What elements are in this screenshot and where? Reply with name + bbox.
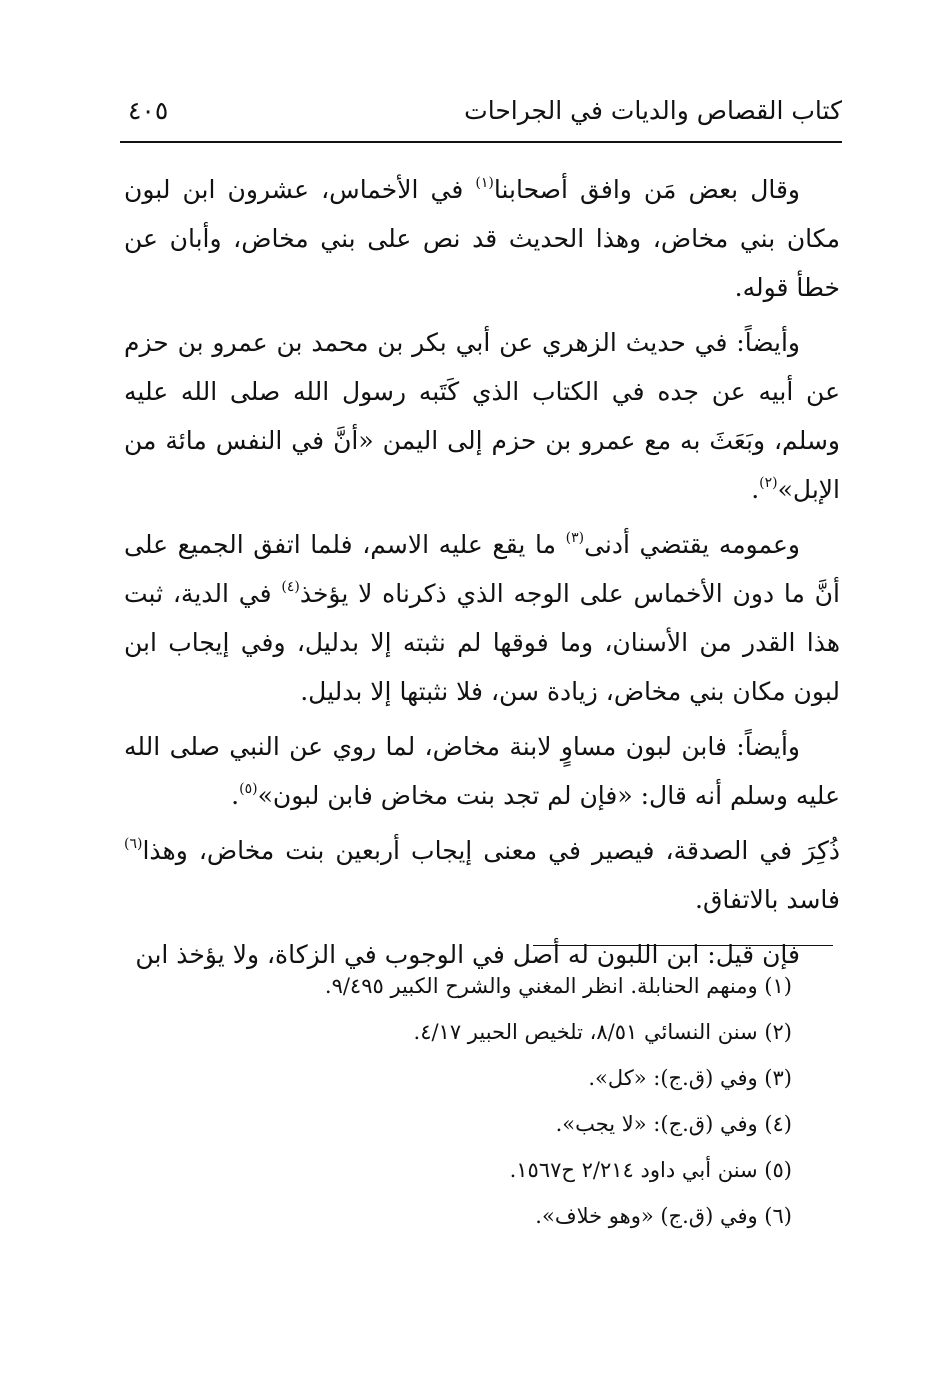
- paragraph: [124, 826, 840, 924]
- paragraph-text: في الأخماس، عشرون ابن لبون مكان بني مخاض، وهذا الحديث قد نص على بني مخاض، وأبان عن خطأ قوله.: [124, 175, 841, 302]
- footnote: (١) ومنهم الحنابلة. انظر المغني والشرح الكبير ٩/٤٩٥.: [324, 974, 792, 998]
- paragraph: [124, 520, 840, 716]
- paragraph-text: فإن قيل: ابن اللبون له أصل في الوجوب في الزكاة، ولا يؤخذ ابن: [135, 940, 800, 969]
- paragraph-text: في الدية، ثبت هذا القدر من الأسنان، وما فوقها لم نثبته إلا بدليل، وفي إيجاب ابن لبون مكان بني مخاض، زيادة سن، فلا نثبتها إلا بدليل.: [124, 579, 840, 706]
- header-rule: [120, 141, 842, 143]
- main-text: [124, 165, 840, 985]
- footnote: (٦) وفي (ق.ج) «وهو خلاف».: [535, 1204, 792, 1228]
- page-number: ٤٠٥: [128, 96, 169, 125]
- footnote-reference: (٣): [565, 529, 585, 546]
- paragraph-text: ما يقع عليه الاسم، فلما اتفق الجميع على أنَّ ما دون الأخماس على الوجه الذي ذكرناه لا يؤخذ: [124, 530, 840, 608]
- footnote-reference: (٦): [124, 835, 143, 852]
- paragraph: [124, 318, 840, 514]
- footnote: (٢) سنن النسائي ٨/٥١، تلخيص الحبير ٤/١٧.: [413, 1020, 792, 1044]
- footnotes: [130, 963, 792, 1239]
- page-header: [120, 96, 842, 136]
- footnote: (٣) وفي (ق.ج): «كل».: [588, 1066, 792, 1090]
- paragraph-text: ذُكِرَ في الصدقة، فيصير في معنى إيجاب أربعين بنت مخاض، وهذا: [142, 836, 840, 865]
- paragraph: [124, 722, 840, 820]
- paragraph-text: فاسد بالاتفاق.: [695, 885, 840, 914]
- paragraph: [124, 165, 840, 312]
- footnote: (٤) وفي (ق.ج): «لا يجب».: [555, 1112, 792, 1136]
- running-title: كتاب القصاص والديات في الجراحات: [464, 96, 842, 125]
- paragraph-text: وأيضاً: في حديث الزهري عن أبي بكر بن محمد بن عمرو بن حزم عن أبيه عن جده في الكتاب الذي كَتَبه رسول الله صلى الله عليه وسلم، وبَعَثَ به مع عمرو بن حزم إلى اليمن «أنَّ في النفس مائة من الإبل»: [124, 328, 840, 504]
- paragraph-text: وقال بعض مَن وافق أصحابنا: [493, 175, 800, 204]
- footnote: (٥) سنن أبي داود ٢/٢١٤ ح١٥٦٧.: [509, 1158, 792, 1182]
- footnote-separator: [533, 945, 833, 946]
- paragraph-text: .: [231, 781, 240, 810]
- footnote-reference: (٤): [281, 578, 300, 595]
- paragraph-text: وأيضاً: فابن لبون مساوٍ لابنة مخاض، لما روي عن النبي صلى الله عليه وسلم أنه قال: «فإن لم تجد بنت مخاض فابن لبون»: [124, 732, 840, 810]
- paragraph-text: .: [751, 475, 760, 504]
- footnote-reference: (٢): [759, 474, 778, 491]
- footnote-reference: (١): [475, 174, 494, 191]
- paragraph-text: وعمومه يقتضي أدنى: [584, 530, 800, 559]
- footnote-reference: (٥): [239, 780, 258, 797]
